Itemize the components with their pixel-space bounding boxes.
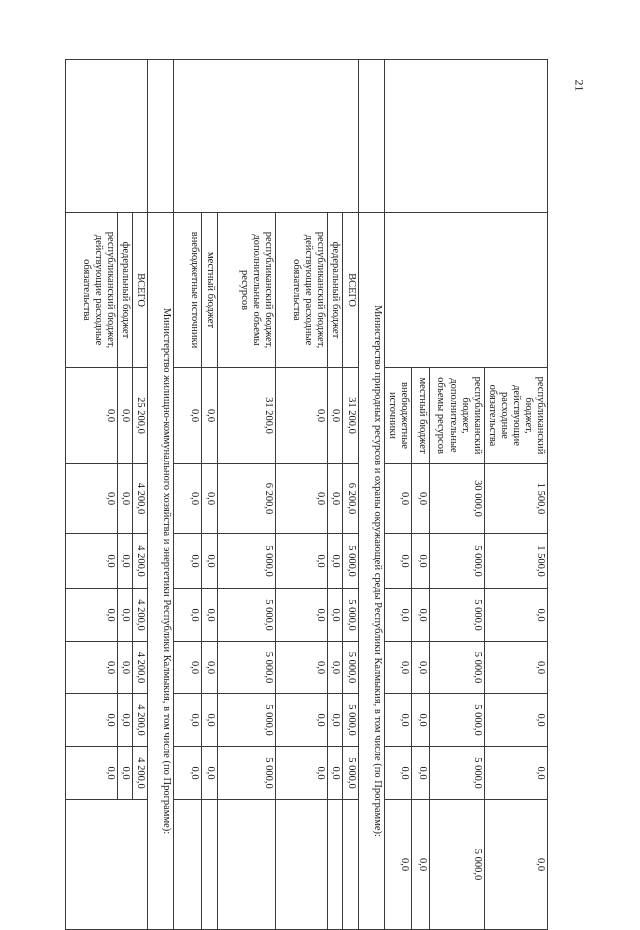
- value-year-5: 0,0: [328, 694, 343, 747]
- value-year-4: 0,0: [66, 642, 118, 694]
- value-year-6: 0,0: [276, 747, 328, 800]
- value-year-5: 0,0: [174, 694, 202, 747]
- value-year-4: 0,0: [411, 694, 429, 747]
- value-year-4: 0,0: [174, 642, 202, 694]
- value-year-1: 0,0: [174, 464, 202, 534]
- value-year-2: 0,0: [328, 534, 343, 589]
- table-row: [133, 60, 148, 930]
- page-number: 21: [572, 79, 587, 92]
- value-year-4: 0,0: [328, 642, 343, 694]
- value-total: 31 200,0: [343, 368, 358, 464]
- section-spacer-cell: [358, 60, 384, 213]
- value-year-4: 0,0: [276, 642, 328, 694]
- value-total: 0,0: [411, 464, 429, 534]
- value-total: 25 200,0: [133, 368, 148, 464]
- value-total: 0,0: [66, 368, 118, 464]
- value-year-3: 0,0: [411, 642, 429, 694]
- value-year-1: 0,0: [384, 534, 411, 589]
- value-year-5: 4 200,0: [133, 694, 148, 747]
- program-cell: [174, 60, 358, 213]
- value-year-3: 0,0: [484, 642, 547, 694]
- value-year-1: 4 200,0: [133, 464, 148, 534]
- value-year-5: 0,0: [66, 694, 118, 747]
- value-year-6: 5 000,0: [218, 747, 276, 800]
- value-year-5: 0,0: [202, 694, 218, 747]
- section-spacer-cell: [148, 60, 174, 213]
- value-year-4: 5 000,0: [429, 694, 484, 747]
- value-total: 1 500,0: [484, 464, 547, 534]
- blank-cell: [276, 800, 328, 930]
- value-year-2: 0,0: [202, 534, 218, 589]
- value-year-3: 0,0: [174, 589, 202, 642]
- value-year-4: 4 200,0: [133, 642, 148, 694]
- value-total: 0,0: [174, 368, 202, 464]
- event-cell: [384, 213, 547, 368]
- value-year-3: 5 000,0: [218, 589, 276, 642]
- value-year-5: 0,0: [411, 747, 429, 800]
- value-year-6: 0,0: [484, 800, 547, 930]
- value-year-4: 0,0: [484, 694, 547, 747]
- value-year-1: 0,0: [276, 464, 328, 534]
- value-year-5: 0,0: [118, 694, 133, 747]
- value-year-4: 0,0: [118, 642, 133, 694]
- blank-cell: [202, 800, 218, 930]
- rotated-table-page: [68, 59, 548, 929]
- value-total: 0,0: [118, 368, 133, 464]
- value-year-2: 0,0: [174, 534, 202, 589]
- value-year-1: 0,0: [411, 534, 429, 589]
- blank-cell: [218, 800, 276, 930]
- value-year-5: 5 000,0: [343, 694, 358, 747]
- value-year-5: 5 000,0: [429, 747, 484, 800]
- value-year-3: 0,0: [118, 589, 133, 642]
- funding-source-cell: внебюджетные источники: [174, 213, 202, 368]
- value-year-3: 0,0: [276, 589, 328, 642]
- value-year-2: 5 000,0: [343, 534, 358, 589]
- value-year-4: 5 000,0: [218, 642, 276, 694]
- funding-source-cell: республиканский бюджет, дополнительные объемы ресурсов: [218, 213, 276, 368]
- value-year-2: 0,0: [276, 534, 328, 589]
- value-year-1: 0,0: [328, 464, 343, 534]
- value-year-6: 0,0: [328, 747, 343, 800]
- table-row: [343, 60, 358, 930]
- blank-cell: [328, 800, 343, 930]
- section-header-row: [148, 60, 174, 930]
- value-total: 0,0: [202, 368, 218, 464]
- blank-cell: [343, 800, 358, 930]
- funding-source-cell: федеральный бюджет: [328, 213, 343, 368]
- value-year-2: 0,0: [118, 534, 133, 589]
- value-year-5: 0,0: [276, 694, 328, 747]
- funding-source-cell: местный бюджет: [411, 368, 429, 464]
- value-year-3: 4 200,0: [133, 589, 148, 642]
- value-year-3: 0,0: [328, 589, 343, 642]
- value-year-6: 0,0: [384, 800, 411, 930]
- value-year-2: 0,0: [66, 534, 118, 589]
- value-year-6: 0,0: [118, 747, 133, 800]
- section-header-natural-resources: Министерство природных ресурсов и охраны окружающей среды Республики Калмыкия, в том числе (по Программе):: [358, 213, 384, 930]
- value-year-2: 5 000,0: [429, 589, 484, 642]
- funding-source-cell: внебюджетные источники: [384, 368, 411, 464]
- program-cell: [66, 60, 148, 213]
- value-total: 0,0: [328, 368, 343, 464]
- value-year-1: 6 200,0: [343, 464, 358, 534]
- value-year-1: 1 500,0: [484, 534, 547, 589]
- value-year-2: 0,0: [484, 589, 547, 642]
- value-year-2: 5 000,0: [218, 534, 276, 589]
- value-year-4: 0,0: [202, 642, 218, 694]
- value-year-6: 0,0: [411, 800, 429, 930]
- funding-source-cell: федеральный бюджет: [118, 213, 133, 368]
- value-total: 30 000,0: [429, 464, 484, 534]
- funding-source-cell: ВСЕГО: [343, 213, 358, 368]
- value-year-6: 4 200,0: [133, 747, 148, 800]
- value-total: 0,0: [384, 464, 411, 534]
- budget-table: [65, 59, 548, 930]
- funding-source-cell: республиканский бюджет, действующие расходные обязательства: [66, 213, 118, 368]
- value-year-6: 0,0: [202, 747, 218, 800]
- funding-source-cell: республиканский бюджет, дополнительные объемы ресурсов: [429, 368, 484, 464]
- table-row: [484, 60, 547, 930]
- value-total: 31 200,0: [218, 368, 276, 464]
- value-year-3: 5 000,0: [429, 642, 484, 694]
- value-year-1: 0,0: [202, 464, 218, 534]
- value-year-3: 5 000,0: [343, 589, 358, 642]
- blank-cell: [66, 800, 148, 930]
- value-year-3: 0,0: [384, 642, 411, 694]
- value-total: 0,0: [276, 368, 328, 464]
- value-year-5: 0,0: [384, 747, 411, 800]
- section-header-housing-utilities: Министерство жилищно-коммунального хозяйства и энергетики Республики Калмыкия, в том числе (по Программе):: [148, 213, 174, 930]
- value-year-1: 5 000,0: [429, 534, 484, 589]
- program-cell: [384, 60, 547, 213]
- value-year-1: 0,0: [118, 464, 133, 534]
- value-year-5: 5 000,0: [218, 694, 276, 747]
- value-year-3: 0,0: [66, 589, 118, 642]
- value-year-2: 0,0: [384, 589, 411, 642]
- value-year-6: 0,0: [66, 747, 118, 800]
- value-year-6: 5 000,0: [343, 747, 358, 800]
- funding-source-cell: местный бюджет: [202, 213, 218, 368]
- value-year-6: 0,0: [174, 747, 202, 800]
- value-year-2: 0,0: [411, 589, 429, 642]
- value-year-1: 0,0: [66, 464, 118, 534]
- value-year-5: 0,0: [484, 747, 547, 800]
- funding-source-cell: республиканский бюджет, действующие расходные обязательства: [276, 213, 328, 368]
- value-year-6: 5 000,0: [429, 800, 484, 930]
- blank-cell: [174, 800, 202, 930]
- value-year-4: 5 000,0: [343, 642, 358, 694]
- funding-source-cell: ВСЕГО: [133, 213, 148, 368]
- value-year-4: 0,0: [384, 694, 411, 747]
- value-year-2: 4 200,0: [133, 534, 148, 589]
- value-year-1: 6 200,0: [218, 464, 276, 534]
- section-header-row: [358, 60, 384, 930]
- value-year-3: 0,0: [202, 589, 218, 642]
- funding-source-cell: республиканский бюджет, действующие расходные обязательства: [484, 368, 547, 464]
